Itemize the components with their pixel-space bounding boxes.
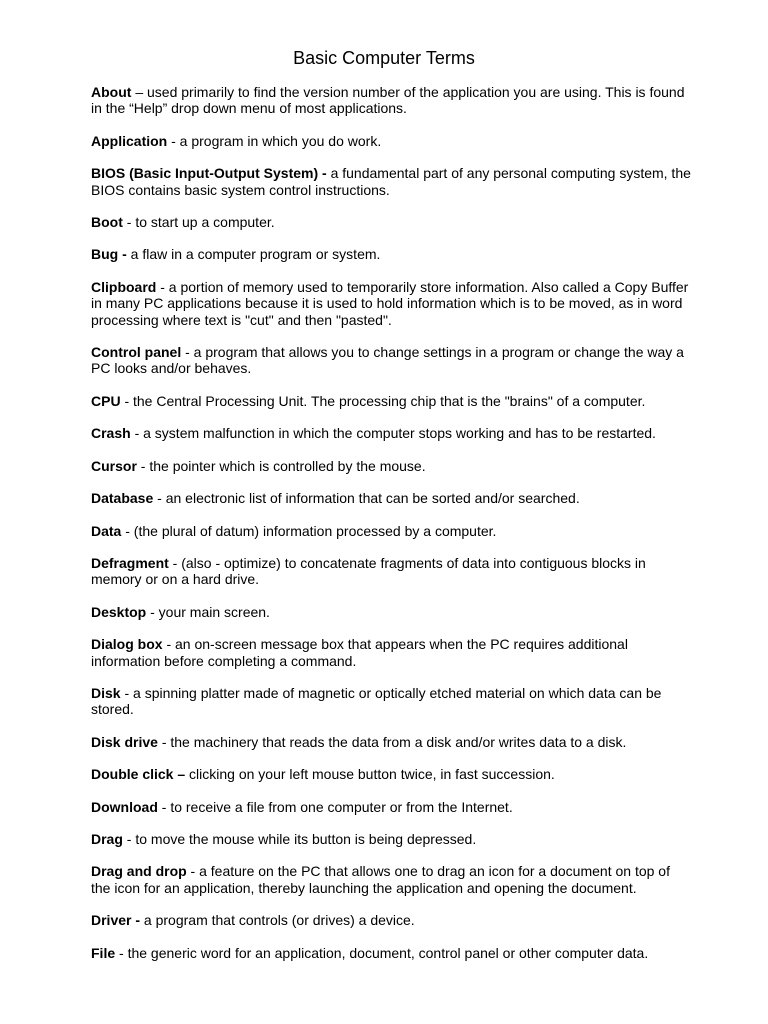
glossary-entry xyxy=(91,344,691,377)
glossary-definition: - to move the mouse while its button is being depressed. xyxy=(122,830,477,847)
glossary-definition: - the Central Processing Unit. The processing chip that is the "brains" of a computer. xyxy=(120,392,646,409)
glossary-entry xyxy=(91,636,691,669)
glossary-list xyxy=(91,84,691,977)
glossary-term: BIOS (Basic Input-Output System) - xyxy=(91,165,327,182)
glossary-definition: - a feature on the PC that allows one to drag an icon for a document on top of the icon for an application, thereby launching the application and opening the document. xyxy=(91,863,670,896)
glossary-term: About xyxy=(91,84,132,100)
glossary-entry xyxy=(91,84,691,117)
glossary-definition: - the generic word for an application, document, control panel or other computer data. xyxy=(115,944,649,961)
glossary-term: Disk drive xyxy=(91,733,158,750)
glossary-entry xyxy=(91,799,691,815)
glossary-entry xyxy=(91,279,691,328)
glossary-term: Application xyxy=(91,132,168,149)
glossary-entry xyxy=(91,425,691,441)
glossary-definition: - a system malfunction in which the computer stops working and has to be restarted. xyxy=(130,425,656,442)
glossary-entry xyxy=(91,685,691,718)
page-title: Basic Computer Terms xyxy=(293,48,475,68)
glossary-entry xyxy=(91,393,691,409)
glossary-term: Cursor xyxy=(91,457,137,474)
glossary-term: Double click – xyxy=(91,766,186,783)
glossary-definition: - the machinery that reads the data from a disk and/or writes data to a disk. xyxy=(157,733,627,750)
glossary-definition: a flaw in a computer program or system. xyxy=(126,246,381,263)
glossary-definition: - a spinning platter made of magnetic or optically etched material on which data can be stored. xyxy=(91,684,662,718)
glossary-term: Driver - xyxy=(91,912,141,929)
glossary-term: Drag xyxy=(91,830,123,847)
glossary-entry xyxy=(91,734,691,750)
glossary-term: Drag and drop xyxy=(91,863,187,880)
glossary-entry xyxy=(91,133,691,149)
glossary-term: Data xyxy=(91,522,122,539)
glossary-definition: - (the plural of datum) information processed by a computer. xyxy=(121,522,497,539)
glossary-entry xyxy=(91,604,691,620)
glossary-entry xyxy=(91,831,691,847)
glossary-term: Disk xyxy=(91,684,121,701)
glossary-definition: - the pointer which is controlled by the mouse. xyxy=(136,457,426,474)
glossary-term: Control panel xyxy=(91,344,182,361)
glossary-term: CPU xyxy=(91,392,121,409)
glossary-definition: – used primarily to find the version number of the application you are using. This is found in the “Help” drop down menu of most applications. xyxy=(91,84,685,117)
glossary-entry xyxy=(91,490,691,506)
glossary-term: Database xyxy=(91,490,154,507)
glossary-entry xyxy=(91,165,691,198)
glossary-term: Clipboard xyxy=(91,278,157,295)
glossary-entry xyxy=(91,912,691,928)
glossary-term: Boot xyxy=(91,214,123,231)
glossary-entry xyxy=(91,458,691,474)
glossary-definition: - to receive a file from one computer or from the Internet. xyxy=(157,798,513,815)
glossary-term: Download xyxy=(91,798,158,815)
glossary-definition: - a program in which you do work. xyxy=(167,132,382,149)
glossary-entry xyxy=(91,863,691,896)
glossary-entry xyxy=(91,523,691,539)
glossary-term: Defragment xyxy=(91,554,169,571)
glossary-definition: a fundamental part of any personal computing system, the BIOS contains basic system control instructions. xyxy=(91,165,691,198)
glossary-term: Desktop xyxy=(91,603,147,620)
glossary-definition: - an electronic list of information that can be sorted and/or searched. xyxy=(153,490,580,507)
glossary-entry xyxy=(91,766,691,782)
glossary-definition: - your main screen. xyxy=(146,603,270,620)
glossary-term: File xyxy=(91,944,116,961)
glossary-definition: - to start up a computer. xyxy=(122,214,275,231)
glossary-entry xyxy=(91,214,691,230)
glossary-definition: - (also - optimize) to concatenate fragments of data into contiguous blocks in memory or on a hard drive. xyxy=(91,554,646,588)
glossary-term: Crash xyxy=(91,425,131,442)
glossary-definition: - a portion of memory used to temporarily store information. Also called a Copy Buffer in many PC applications because it is used to hold information which is to be moved, as in word processing where text is "cut" and then "pasted". xyxy=(91,278,689,328)
glossary-entry xyxy=(91,246,691,262)
glossary-definition: - an on-screen message box that appears when the PC requires additional information before completing a command. xyxy=(91,636,628,669)
glossary-entry xyxy=(91,555,691,588)
glossary-entry xyxy=(91,945,691,961)
glossary-definition: a program that controls (or drives) a device. xyxy=(140,912,415,929)
glossary-definition: clicking on your left mouse button twice, in fast succession. xyxy=(185,766,555,783)
glossary-term: Bug - xyxy=(91,246,127,263)
glossary-term: Dialog box xyxy=(91,636,163,653)
glossary-definition: - a program that allows you to change settings in a program or change the way a PC looks and/or behaves. xyxy=(91,344,684,377)
